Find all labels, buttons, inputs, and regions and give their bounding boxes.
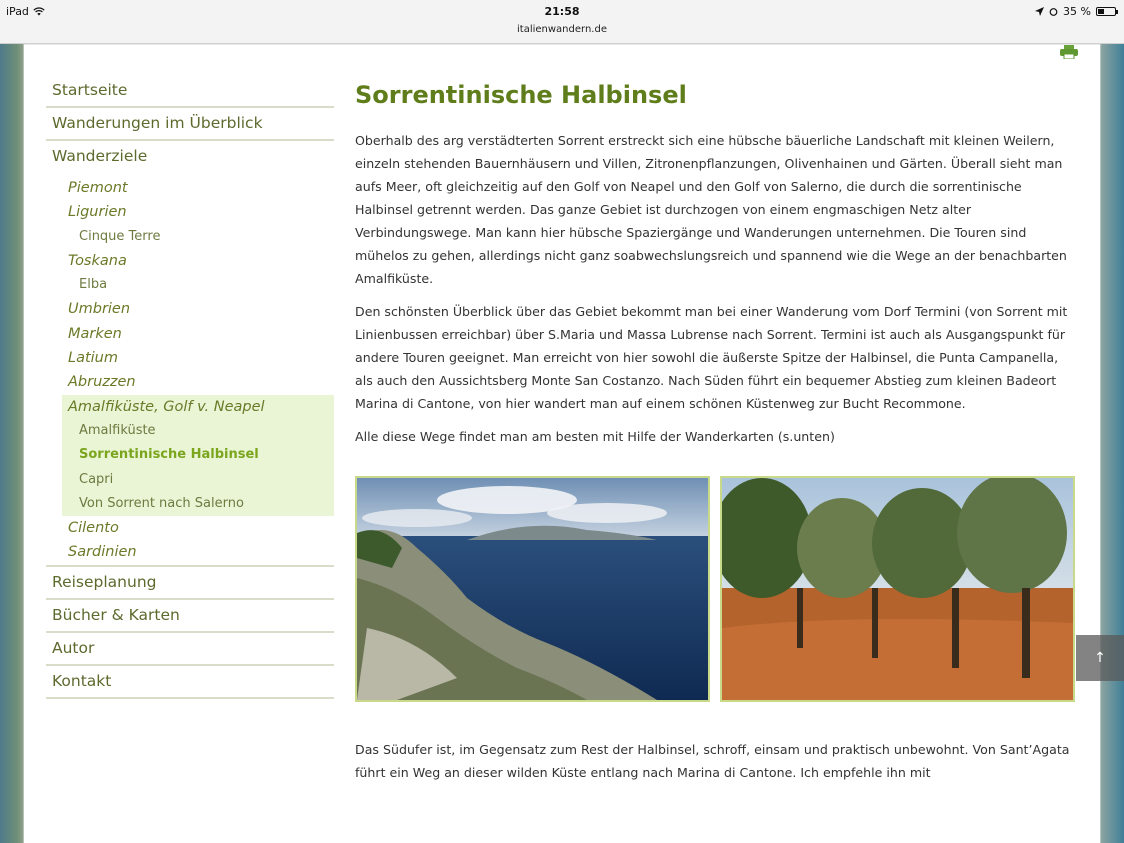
status-right: [1035, 5, 1116, 18]
nav-latium[interactable]: Latium: [68, 350, 118, 367]
status-bar: [0, 0, 1124, 44]
nav-cilento[interactable]: Cilento: [68, 520, 119, 537]
photo-row: [355, 476, 1075, 702]
address-bar[interactable]: italienwandern.de: [517, 24, 607, 35]
nav-sardinien[interactable]: Sardinien: [68, 544, 137, 561]
alarm-icon: [1049, 7, 1058, 16]
clock: 21:58: [544, 5, 580, 18]
paragraph-overview: Den schönsten Überblick über das Gebiet bekommt man bei einer Wanderung vom Dorf Termini (von Sorrent mit Linienbussen erreichbar) über S.Maria und Massa Lubrense nach Sorrent. Termini ist auch als Ausgangspunkt für andere Touren geeignet. Man erreicht von hier sowohl die äußerste Spitze der Halbinsel, die Punta Campanella, als auch den Aussichtsberg Monte San Costanzo. Nach Süden führt ein bequemer Abstieg zum kleinen Badeort Marina di Cantone, von hier wandert man auf einem schönen Küstenweg zur Bucht Recommone.: [355, 304, 1068, 411]
main-content: [355, 77, 1075, 794]
battery-icon: [1096, 7, 1116, 16]
nav-elba[interactable]: Elba: [79, 277, 108, 293]
nav-buecher-karten[interactable]: Bücher & Karten: [46, 600, 334, 633]
page-title: Sorrentinische Halbinsel: [355, 81, 687, 109]
nav-umbrien[interactable]: Umbrien: [68, 301, 131, 318]
nav-marken[interactable]: Marken: [68, 325, 122, 342]
nav-amalfikueste[interactable]: Amalfiküste: [79, 422, 156, 438]
nav-startseite[interactable]: Startseite: [46, 75, 334, 108]
nav-sorrent-salerno[interactable]: Von Sorrent nach Salerno: [79, 495, 244, 511]
web-page: [24, 45, 1100, 843]
battery-percent: 35 %: [1063, 5, 1091, 18]
nav-wanderungen-ueberblick[interactable]: Wanderungen im Überblick: [46, 108, 334, 141]
nav-reiseplanung[interactable]: Reiseplanung: [46, 567, 334, 600]
wanderziele-submenu: [46, 174, 334, 565]
photo-olive-grove[interactable]: [720, 476, 1075, 702]
nav-capri[interactable]: Capri: [79, 471, 114, 487]
location-arrow-icon: [1035, 7, 1044, 16]
device-name: iPad: [6, 5, 29, 18]
sidebar-nav: [46, 75, 334, 699]
nav-amalfi-golf-neapel[interactable]: Amalfiküste, Golf v. Neapel: [68, 398, 265, 415]
print-icon[interactable]: [1060, 45, 1078, 59]
paragraph-intro: Oberhalb des arg verstädterten Sorrent erstreckt sich eine hübsche bäuerliche Landschaft mit kleinen Weilern, einzeln stehenden Bauernhäusern und Villen, Zitronenpflanzungen, Olivenhainen und Gärten. Überall sieht man aufs Meer, oft gleichzeitig auf den Golf von Neapel und den Golf von Salerno, die durch die sorrentinische Halbinsel getrennt werden. Das ganze Gebiet ist durchzogen von einem engmaschigen Netz alter Verbindungswege. Man kann hier hübsche Spaziergänge und Wanderungen unternehmen. Die Touren sind mühelos zu gehen, allerdings nicht ganz soabwechslungsreich und spannend wie die Wege an der benachbarten Amalfiküste.: [355, 133, 1067, 286]
photo-coast-capri[interactable]: [355, 476, 710, 702]
nav-sorrentinische-halbinsel[interactable]: Sorrentinische Halbinsel: [79, 447, 259, 463]
nav-cinque-terre[interactable]: Cinque Terre: [79, 228, 161, 244]
nav-piemont[interactable]: Piemont: [68, 180, 128, 196]
nav-toskana[interactable]: Toskana: [68, 252, 127, 269]
nav-wanderziele[interactable]: Wanderziele: [52, 147, 148, 165]
paragraph-maps: Alle diese Wege findet man am besten mit Hilfe der Wanderkarten (s.unten): [355, 429, 835, 444]
nav-autor[interactable]: Autor: [46, 633, 334, 666]
active-nav-group: [62, 395, 334, 516]
nav-ligurien[interactable]: Ligurien: [68, 204, 127, 221]
nav-kontakt[interactable]: Kontakt: [46, 666, 334, 699]
nav-abruzzen[interactable]: Abruzzen: [68, 374, 136, 391]
paragraph-south-coast: Das Südufer ist, im Gegensatz zum Rest der Halbinsel, schroff, einsam und praktisch unbewohnt. Von Sant’Agata führt ein Weg an dieser wilden Küste entlang nach Marina di Cantone. Ich empfehle ihn mit: [355, 742, 1070, 780]
scroll-to-top-button[interactable]: ↑: [1076, 635, 1124, 681]
